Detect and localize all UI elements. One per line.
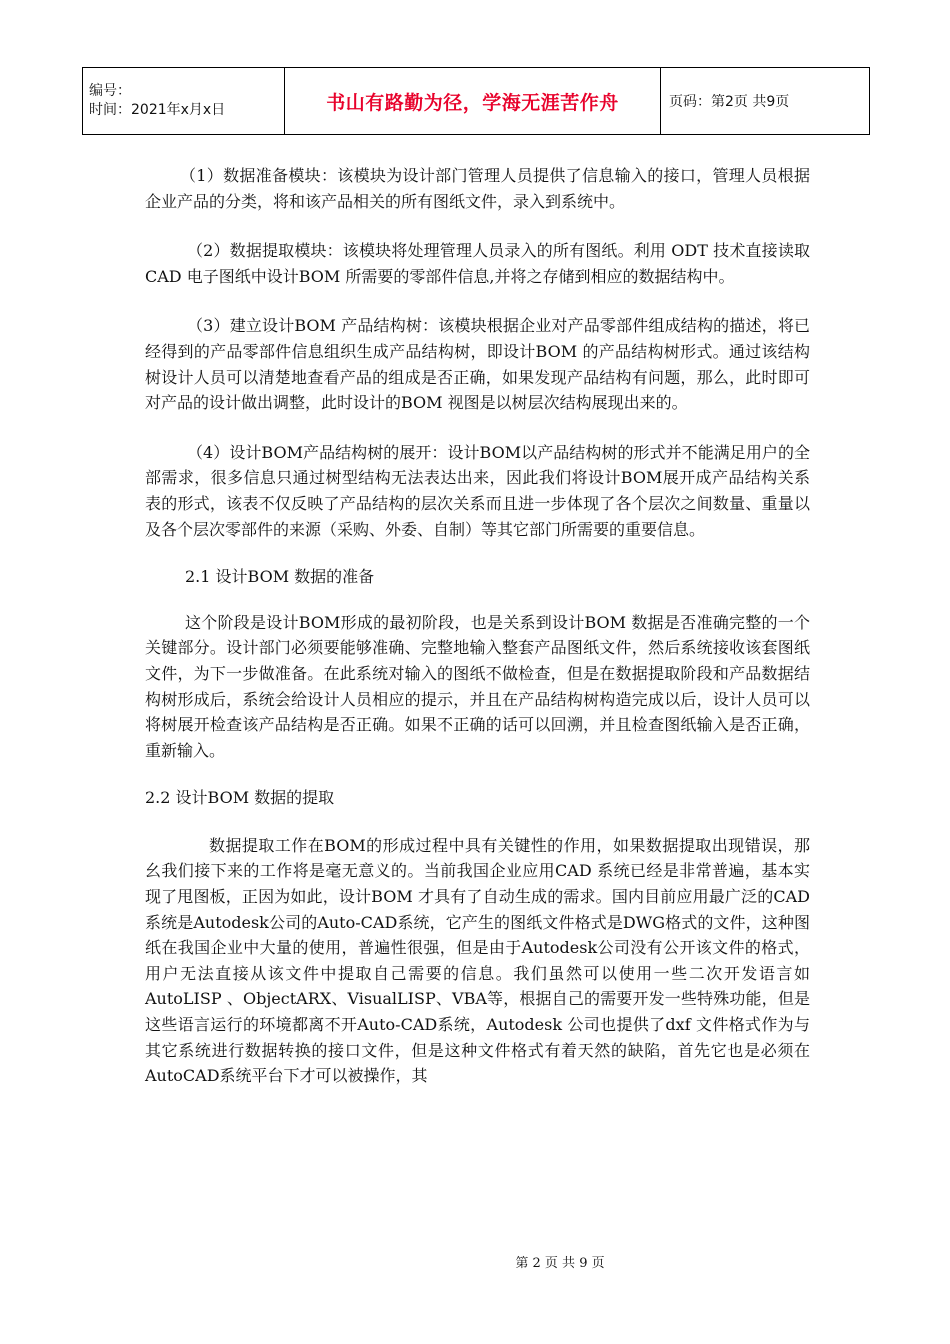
page-footer xyxy=(0,1252,950,1271)
document-header xyxy=(82,67,870,135)
page-info-text: 页码：第2页 共9页 xyxy=(669,94,790,110)
date-label: 时间：2021年x月x日 xyxy=(89,102,226,118)
header-meta-cell xyxy=(83,68,285,134)
motto-text: 书山有路勤为径，学海无涯苦作舟 xyxy=(326,91,619,114)
document-body xyxy=(145,163,810,1089)
header-motto-cell xyxy=(285,68,661,134)
paragraph-bom-data-preparation: 这个阶段是设计BOM形成的最初阶段，也是关系到设计BOM 数据是否准确完整的一个关键部分。设计部门必须要能够准确、完整地输入整套产品图纸文件，然后系统接收该套图纸文件，为下一步做准备。在此系统对输入的图纸不做检查，但是在数据提取阶段和产品数据结构树形成后，系统会给设计人员相应的提示，并且在产品结构树构造完成以后，设计人员可以将树展开检查该产品结构是否正确。如果不正确的话可以回溯，并且检查图纸输入是否正确，重新输入。 xyxy=(145,612,810,760)
paragraph-bom-data-extraction: 数据提取工作在BOM的形成过程中具有关键性的作用，如果数据提取出现错误，那幺我们接下来的工作将是毫无意义的。当前我国企业应用CAD 系统已经是非常普遍，基本实现了甩图板，正因为如此，设计BOM 才具有了自动生成的需求。国内目前应用最广泛的CAD系统是Autodesk公司的Auto-CAD系统，它产生的图纸文件格式是DWG格式的文件，这种图纸在我国企业中大量的使用，普遍性很强，但是由于Autodesk公司没有公开该文件的格式，用户无法直接从该文件中提取自己需要的信息。我们虽然可以使用一些二次开发语言如AutoLISP 、ObjectARX、VisualLISP、VBA等，根据自己的需要开发一些特殊功能，但是这些语言运行的环境都离不开Auto-CAD系统，Autodesk 公司也提供了dxf 文件格式作为与其它系统进行数据转换的接口文件，但是这种文件格式有着天然的缺陷，首先它也是必须在AutoCAD系统平台下才可以被操作，其 xyxy=(145,835,810,1086)
section-heading-2-2: 2.2 设计BOM 数据的提取 xyxy=(145,788,335,808)
paragraph-build-bom-tree: （3）建立设计BOM 产品结构树：该模块根据企业对产品零部件组成结构的描述，将已经得到的产品零部件信息组织生成产品结构树，即设计BOM 的产品结构树形式。通过该结构树设计人员可以清楚地查看产品的组成是否正确，如果发现产品结构有问题，那么，此时即可对产品的设计做出调整，此时设计的BOM 视图是以树层次结构展现出来的。 xyxy=(145,316,810,413)
paragraph-data-preparation-module: （1）数据准备模块：该模块为设计部门管理人员提供了信息输入的接口，管理人员根据企业产品的分类，将和该产品相关的所有图纸文件，录入到系统中。 xyxy=(145,166,810,211)
section-heading-2-1: 2.1 设计BOM 数据的准备 xyxy=(185,567,375,587)
header-page-cell xyxy=(661,68,869,134)
paragraph-data-extraction-module: （2）数据提取模块：该模块将处理管理人员录入的所有图纸。利用 ODT 技术直接读取CAD 电子图纸中设计BOM 所需要的零部件信息,并将之存储到相应的数据结构中。 xyxy=(145,241,810,286)
paragraph-expand-bom-tree: （4）设计BOM产品结构树的展开：设计BOM以产品结构树的形式并不能满足用户的全部需求，很多信息只通过树型结构无法表达出来，因此我们将设计BOM展开成产品结构关系表的形式，该表不仅反映了产品结构的层次关系而且进一步体现了各个层次之间数量、重量以及各个层次零部件的来源（采购、外委、自制）等其它部门所需要的重要信息。 xyxy=(145,442,810,539)
footer-page-number: 第 2 页 共 9 页 xyxy=(515,1256,605,1271)
serial-number-label: 编号： xyxy=(89,83,131,99)
